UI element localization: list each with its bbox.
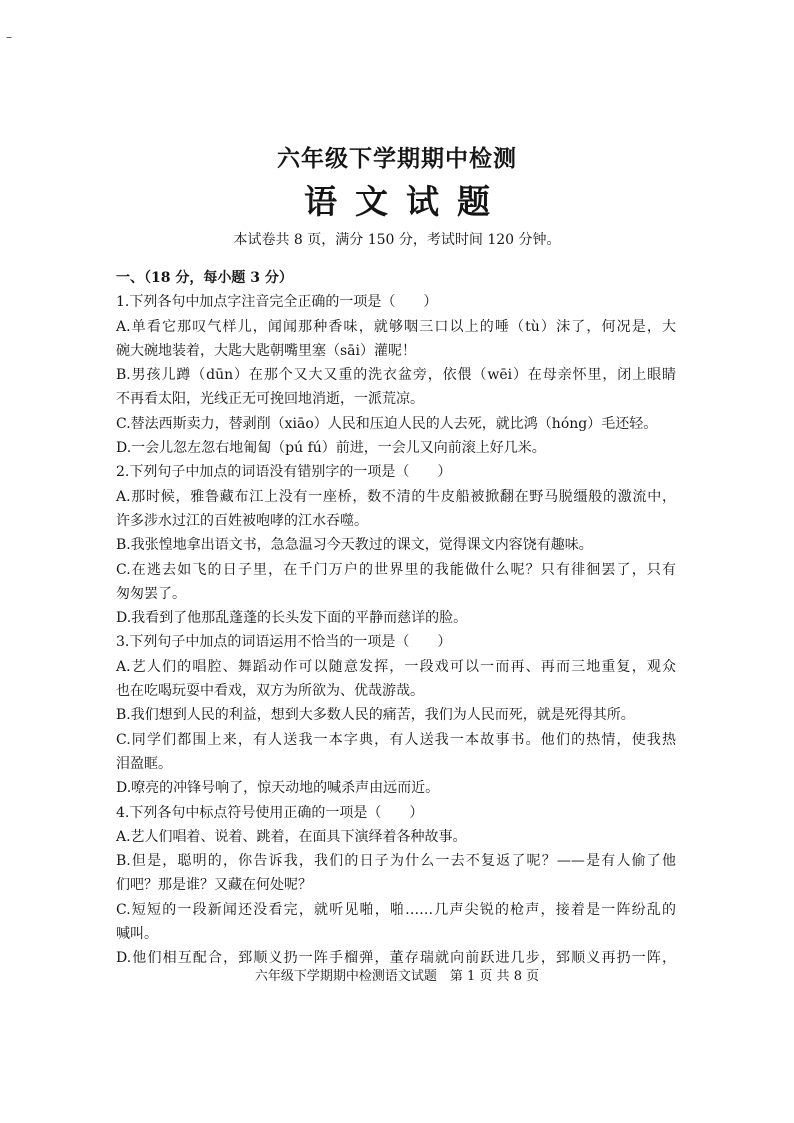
question-1 xyxy=(116,290,676,460)
option-c-cont: 匆匆罢了。 xyxy=(116,585,186,602)
option-b: B.但是，聪明的，你告诉我，我们的日子为什么一去不复返了呢？——是有人偷了他 xyxy=(116,853,676,870)
option-c-cont: 泪盈眶。 xyxy=(116,755,172,772)
option-c: C.替法西斯卖力，替剥削（xiāo）人民和压迫人民的人去死，就比鸿（hóng）毛还轻。 xyxy=(116,415,658,432)
question-stem: 4.下列各句中标点符号使用正确的一项是（ ） xyxy=(116,804,424,821)
option-d: D.他们相互配合，郅顺义扔一阵手榴弹，董存瑞就向前跃进几步，郅顺义再扔一阵， xyxy=(116,950,676,967)
question-2 xyxy=(116,460,676,630)
question-stem: 2.下列句子中加点的词语没有错别字的一项是（ ） xyxy=(116,464,452,481)
option-c: C.短短的一段新闻还没看完，就听见啪，啪……几声尖锐的枪声，接着是一阵纷乱的 xyxy=(116,901,676,918)
question-stem: 3.下列句子中加点的词语运用不恰当的一项是（ ） xyxy=(116,634,452,651)
exam-title-subject: 语文试题 xyxy=(304,182,508,221)
exam-info: 本试卷共 8 页，满分 150 分，考试时间 120 分钟。 xyxy=(233,232,561,248)
option-b: B.我张惶地拿出语文书，急急温习今天教过的课文，觉得课文内容饶有趣味。 xyxy=(116,537,593,554)
option-b: B.我们想到人民的利益，想到大多数人民的痛苦，我们为人民而死，就是死得其所。 xyxy=(116,707,635,724)
option-a: A.那时候，雅鲁藏布江上没有一座桥，数不清的牛皮船被掀翻在野马脱缰般的激流中， xyxy=(116,488,676,505)
option-c: C.同学们都围上来，有人送我一本字典，有人送我一本故事书。他们的热情，使我热 xyxy=(116,731,676,748)
option-d: D.嘹亮的冲锋号响了，惊天动地的喊杀声由远而近。 xyxy=(116,780,440,797)
option-b-cont: 不再看太阳，光线正无可挽回地消逝，一派荒凉。 xyxy=(116,391,424,408)
question-3 xyxy=(116,630,676,800)
option-a-cont: 碗大碗地装着，大匙大匙朝嘴里塞（sāi）灌呢！ xyxy=(116,342,417,359)
exam-title-grade: 六年级下学期期中检测 xyxy=(277,145,517,172)
question-content xyxy=(116,266,676,971)
option-b: B.男孩儿蹲（dūn）在那个又大又重的洗衣盆旁，依偎（wēi）在母亲怀里，闭上眼睛 xyxy=(116,367,676,384)
section-heading: 一、（18 分，每小题 3 分） xyxy=(116,270,293,286)
option-a-cont: 也在吃喝玩耍中看戏，双方为所欲为、优哉游哉。 xyxy=(116,683,424,700)
page-footer: 六年级下学期期中检测语文试题 第 1 页 共 8 页 xyxy=(254,969,540,984)
option-a: A.单看它那叹气样儿，闻闻那种香味，就够咽三口以上的唾（tù）沫了，何况是，大 xyxy=(116,318,676,335)
option-c: C.在逃去如飞的日子里，在千门万户的世界里的我能做什么呢？只有徘徊罢了，只有 xyxy=(116,561,676,578)
option-d: D.一会儿忽左忽右地匍匐（pú fú）前进，一会儿又向前滚上好几米。 xyxy=(116,440,546,457)
option-d: D.我看到了他那乱蓬蓬的长头发下面的平静而慈详的脸。 xyxy=(116,610,468,627)
option-a: A.艺人们的唱腔、舞蹈动作可以随意发挥，一段戏可以一而再、再而三地重复，观众 xyxy=(116,658,676,675)
question-4 xyxy=(116,801,676,971)
corner-mark: – xyxy=(6,30,12,44)
option-c-cont: 喊叫。 xyxy=(116,926,158,943)
question-stem: 1.下列各句中加点字注音完全正确的一项是（ ） xyxy=(116,294,438,311)
option-a: A.艺人们唱着、说着、跳着，在面具下演绎着各种故事。 xyxy=(116,828,467,845)
option-b-cont: 们吧？那是谁？又藏在何处呢？ xyxy=(116,877,312,894)
option-a-cont: 许多涉水过江的百姓被咆哮的江水吞噬。 xyxy=(116,512,368,529)
